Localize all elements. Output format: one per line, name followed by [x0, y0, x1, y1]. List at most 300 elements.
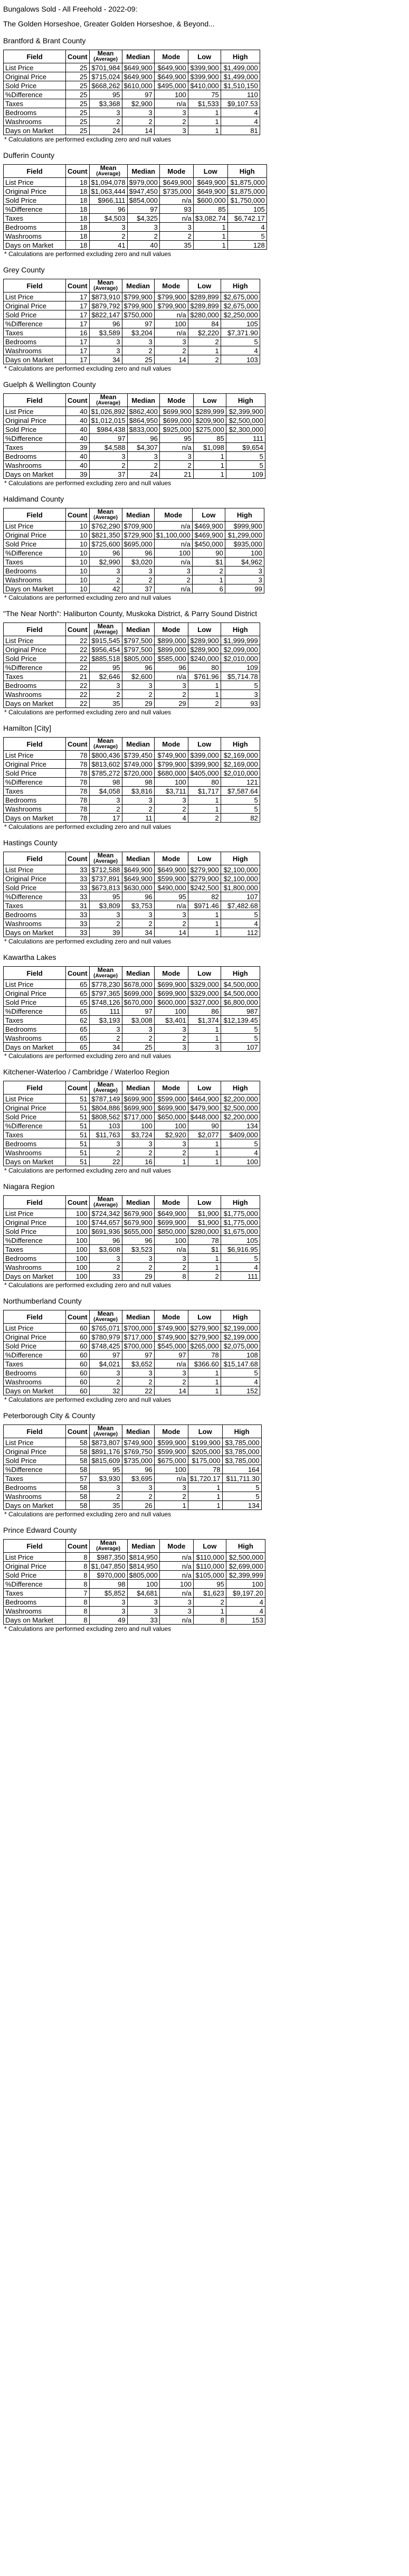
footnote: * Calculations are performed excluding zero and null values	[4, 136, 172, 143]
table-cell: $808,562	[89, 1112, 122, 1121]
column-header-mode: Mode	[154, 279, 188, 292]
field-name: Sold Price	[4, 1112, 66, 1121]
table-cell: 58	[66, 1447, 90, 1456]
table-cell: $4,962	[225, 558, 264, 567]
table-cell: $699,900	[122, 1094, 154, 1103]
field-name: Sold Price	[4, 1571, 66, 1580]
table-cell: $1,775,000	[221, 1209, 260, 1218]
table-cell: 8	[66, 1607, 90, 1616]
county-section	[3, 494, 406, 601]
table-cell: 78	[66, 796, 90, 805]
column-header-low: Low	[188, 279, 221, 292]
table-cell: 3	[154, 1139, 188, 1148]
field-name: Taxes	[4, 787, 66, 796]
field-name: Bedrooms	[4, 567, 66, 575]
field-name: List Price	[4, 292, 66, 301]
table-row	[4, 1121, 260, 1130]
table-cell: $2,699,000	[226, 1562, 265, 1571]
footnote: * Calculations are performed excluding zero and null values	[4, 1396, 172, 1403]
table-cell: 2	[122, 1377, 154, 1386]
table-cell: $1,063,444	[89, 187, 127, 196]
table-cell: 3	[122, 1483, 154, 1492]
table-row	[4, 558, 264, 567]
column-header-median: Median	[122, 50, 154, 63]
field-name: Original Price	[4, 1103, 66, 1112]
field-name: Sold Price	[4, 769, 66, 778]
field-name: Original Price	[4, 874, 66, 883]
table-row	[4, 919, 260, 928]
table-cell: 18	[66, 178, 90, 187]
field-name: List Price	[4, 1438, 66, 1447]
table-cell: 100	[66, 1254, 90, 1263]
field-name: Original Price	[4, 1562, 66, 1571]
table-row	[4, 699, 260, 708]
table-cell: 39	[66, 443, 90, 452]
table-cell: $854,000	[127, 196, 159, 205]
table-cell: 58	[66, 1465, 90, 1474]
table-row	[4, 814, 260, 823]
column-header-count: Count	[66, 1425, 90, 1438]
table-cell: 93	[159, 205, 193, 214]
table-cell: 14	[154, 928, 188, 937]
table-cell: 100	[154, 1121, 188, 1130]
table-cell: 97	[122, 1351, 154, 1360]
table-cell: 3	[154, 910, 188, 919]
table-cell: $464,900	[188, 1094, 221, 1103]
table-cell: n/a	[154, 558, 192, 567]
table-cell: $3,785,000	[222, 1438, 261, 1447]
table-cell: n/a	[159, 1553, 193, 1562]
footnote: * Calculations are performed excluding zero and null values	[4, 1511, 172, 1518]
table-cell: $699,900	[154, 1103, 188, 1112]
field-name: %Difference	[4, 90, 66, 99]
field-name: Taxes	[4, 672, 66, 681]
header-row	[4, 1081, 260, 1094]
table-row	[4, 769, 260, 778]
column-header-mean	[89, 738, 122, 751]
table-cell: 3	[122, 1369, 154, 1377]
footnote: * Calculations are performed excluding zero and null values	[4, 1625, 172, 1633]
field-name: Bedrooms	[4, 796, 66, 805]
table-cell: 17	[66, 319, 90, 328]
table-cell: 97	[154, 1351, 188, 1360]
table-cell: 103	[89, 1121, 122, 1130]
table-cell: 8	[66, 1553, 90, 1562]
table-cell: 2	[188, 355, 221, 364]
table-cell: $1,623	[193, 1589, 226, 1598]
table-row	[4, 1272, 260, 1281]
column-header-mean	[89, 50, 122, 63]
table-cell: $725,600	[89, 540, 122, 549]
table-cell: 100	[226, 1580, 265, 1589]
column-header-low: Low	[188, 852, 221, 865]
table-cell: 65	[66, 1043, 90, 1052]
column-header-low: Low	[188, 623, 221, 636]
mean-label: Mean	[97, 852, 114, 859]
table-cell: 2	[122, 1034, 154, 1043]
table-cell: 2	[154, 805, 188, 814]
mean-label: Mean	[97, 1424, 114, 1432]
column-header-count: Count	[66, 1081, 90, 1094]
table-cell: n/a	[159, 1616, 193, 1625]
column-header-high: High	[226, 394, 265, 407]
table-cell: 82	[221, 814, 260, 823]
column-header-high: High	[222, 1425, 261, 1438]
table-cell: 22	[66, 636, 90, 645]
table-cell: 100	[154, 90, 188, 99]
field-name: List Price	[4, 1324, 66, 1333]
table-cell: $409,000	[221, 1130, 260, 1139]
table-cell: $199,900	[188, 1438, 222, 1447]
county-name: Grey County	[3, 266, 45, 274]
table-cell: 10	[66, 575, 90, 584]
county-name: Dufferin County	[3, 151, 55, 159]
table-cell: $110,000	[193, 1562, 226, 1571]
column-header-high: High	[221, 1196, 260, 1209]
field-name: Days on Market	[4, 1157, 66, 1166]
table-cell: 3	[154, 681, 188, 690]
field-name: Washrooms	[4, 1607, 66, 1616]
column-header-mean	[89, 1425, 122, 1438]
field-name: List Price	[4, 636, 66, 645]
table-cell: 17	[66, 346, 90, 355]
table-cell: 33	[66, 892, 90, 901]
column-header-field: Field	[4, 1425, 66, 1438]
table-row	[4, 1553, 265, 1562]
column-header-median: Median	[122, 508, 154, 522]
field-name: Taxes	[4, 1360, 66, 1369]
column-header-count: Count	[66, 738, 90, 751]
county-name: Northumberland County	[3, 1297, 82, 1305]
field-name: Sold Price	[4, 1227, 66, 1236]
table-cell: 22	[89, 1157, 122, 1166]
table-cell: 14	[154, 355, 188, 364]
table-cell: 100	[66, 1227, 90, 1236]
table-cell: 32	[89, 1386, 122, 1395]
table-cell: 81	[221, 126, 260, 135]
column-header-mode: Mode	[159, 1540, 193, 1553]
table-cell: $668,262	[89, 81, 122, 90]
table-row	[4, 1589, 265, 1598]
column-header-count: Count	[66, 50, 90, 63]
mean-sublabel: (Average)	[93, 1202, 118, 1208]
table-row	[4, 883, 260, 892]
column-header-median: Median	[127, 1540, 159, 1553]
table-cell: 8	[66, 1562, 90, 1571]
table-cell: $209,900	[193, 416, 226, 425]
table-row	[4, 434, 265, 443]
table-cell: 100	[127, 1580, 159, 1589]
county-section	[3, 609, 406, 716]
table-cell: $925,000	[159, 425, 193, 434]
table-cell: 8	[154, 1272, 188, 1281]
table-cell: 60	[66, 1386, 90, 1395]
table-cell: 2	[122, 690, 154, 699]
table-row	[4, 1360, 260, 1369]
table-cell: 3	[122, 1254, 154, 1263]
column-header-high: High	[221, 852, 260, 865]
column-header-mode: Mode	[154, 50, 188, 63]
table-cell: 51	[66, 1139, 90, 1148]
table-cell: 3	[225, 567, 264, 575]
footnote: * Calculations are performed excluding zero and null values	[4, 365, 172, 372]
table-cell: $3,589	[89, 328, 122, 337]
table-cell: $822,147	[89, 310, 122, 319]
table-cell: $279,900	[188, 874, 221, 883]
column-header-field: Field	[4, 165, 66, 178]
table-cell: 3	[159, 452, 193, 461]
table-cell: 100	[154, 1007, 188, 1016]
table-cell: $329,000	[188, 989, 221, 998]
table-cell: $800,436	[89, 751, 122, 760]
field-name: %Difference	[4, 205, 66, 214]
table-cell: $2,500,000	[226, 1553, 265, 1562]
column-header-median: Median	[122, 967, 154, 980]
table-cell: 18	[66, 241, 90, 250]
table-row	[4, 910, 260, 919]
stats-table	[3, 622, 260, 708]
column-header-count: Count	[66, 279, 90, 292]
table-cell: 2	[154, 919, 188, 928]
table-cell: $649,900	[154, 63, 188, 72]
table-cell: 105	[221, 319, 260, 328]
table-row	[4, 319, 260, 328]
table-cell: 4	[221, 1148, 260, 1157]
table-cell: 1	[188, 928, 221, 937]
table-cell: 105	[227, 205, 267, 214]
table-cell: 33	[127, 1616, 159, 1625]
table-cell: 60	[66, 1333, 90, 1342]
table-cell: 22	[66, 663, 90, 672]
table-cell: 58	[66, 1438, 90, 1447]
stats-table	[3, 737, 260, 823]
table-cell: $691,936	[89, 1227, 122, 1236]
column-header-high: High	[225, 508, 264, 522]
table-row	[4, 980, 260, 989]
field-name: Washrooms	[4, 346, 66, 355]
table-row	[4, 796, 260, 805]
table-cell: $2,169,000	[221, 751, 260, 760]
table-cell: $797,500	[122, 636, 154, 645]
table-cell: 2	[122, 1263, 154, 1272]
table-cell: 152	[221, 1386, 260, 1395]
table-cell: 2	[89, 575, 122, 584]
table-cell: $862,400	[127, 407, 159, 416]
table-cell: 22	[66, 681, 90, 690]
column-header-median: Median	[122, 1196, 154, 1209]
mean-label: Mean	[100, 1539, 117, 1546]
table-cell: $737,891	[89, 874, 122, 883]
table-cell: $599,000	[154, 1094, 188, 1103]
table-cell: 112	[221, 928, 260, 937]
mean-sublabel: (Average)	[93, 1317, 118, 1323]
table-cell: 97	[122, 1007, 154, 1016]
table-cell: 5	[227, 232, 267, 241]
table-cell: 51	[66, 1148, 90, 1157]
table-cell: 2	[89, 1263, 122, 1272]
table-cell: 97	[89, 434, 127, 443]
column-header-mode: Mode	[154, 508, 192, 522]
table-cell: 3	[89, 452, 127, 461]
table-cell: 1	[188, 681, 221, 690]
table-cell: $765,071	[89, 1324, 122, 1333]
county-name: Haldimand County	[3, 495, 64, 503]
table-row	[4, 1254, 260, 1263]
table-cell: $1,900	[188, 1218, 221, 1227]
mean-sublabel: (Average)	[93, 1088, 118, 1093]
table-cell: 25	[66, 72, 90, 81]
table-cell: $650,000	[154, 1112, 188, 1121]
table-cell: $599,900	[154, 1438, 188, 1447]
table-cell: 5	[222, 1492, 261, 1501]
table-row	[4, 1465, 262, 1474]
table-row	[4, 443, 265, 452]
table-cell: 1	[154, 1157, 188, 1166]
column-header-mode: Mode	[159, 165, 193, 178]
table-cell: 2	[154, 1148, 188, 1157]
table-cell: $3,020	[122, 558, 154, 567]
header-row	[4, 967, 260, 980]
field-name: Taxes	[4, 1589, 66, 1598]
table-cell: 1	[188, 1483, 222, 1492]
mean-sublabel: (Average)	[93, 515, 118, 521]
table-cell: 96	[89, 1236, 122, 1245]
table-cell: $3,523	[122, 1245, 154, 1254]
table-cell: $1,999,999	[221, 636, 260, 645]
field-name: Days on Market	[4, 1616, 66, 1625]
column-header-high: High	[221, 623, 260, 636]
table-cell: $749,900	[122, 1438, 154, 1447]
table-cell: 2	[154, 1034, 188, 1043]
page-subtitle: The Golden Horseshoe, Greater Golden Horseshoe, & Beyond...	[3, 20, 215, 28]
table-cell: $289,900	[188, 636, 221, 645]
table-cell: 5	[221, 1139, 260, 1148]
table-cell: 22	[66, 699, 90, 708]
column-header-high: High	[221, 1081, 260, 1094]
mean-sublabel: (Average)	[93, 286, 118, 291]
table-row	[4, 690, 260, 699]
column-header-low: Low	[193, 1540, 226, 1553]
table-cell: 2	[89, 805, 122, 814]
table-row	[4, 1157, 260, 1166]
table-cell: 3	[154, 567, 192, 575]
table-cell: $679,900	[122, 1209, 154, 1218]
column-header-median: Median	[122, 1310, 154, 1324]
table-cell: $599,900	[154, 874, 188, 883]
column-header-count: Count	[66, 1310, 90, 1324]
table-row	[4, 301, 260, 310]
field-name: %Difference	[4, 319, 66, 328]
table-cell: 1	[188, 1025, 221, 1034]
table-cell: $769,750	[122, 1447, 154, 1456]
table-cell: 2	[122, 346, 154, 355]
table-cell: 60	[66, 1360, 90, 1369]
table-row	[4, 1333, 260, 1342]
table-cell: $885,518	[89, 654, 122, 663]
table-cell: 10	[66, 531, 90, 540]
field-name: List Price	[4, 1209, 66, 1218]
table-cell: 22	[66, 645, 90, 654]
field-name: List Price	[4, 1094, 66, 1103]
table-cell: $2,675,000	[221, 292, 260, 301]
table-cell: 58	[66, 1483, 90, 1492]
table-cell: $1,675,000	[221, 1227, 260, 1236]
table-cell: 37	[89, 470, 127, 479]
table-cell: 99	[225, 584, 264, 593]
table-cell: $469,900	[192, 531, 225, 540]
table-row	[4, 1103, 260, 1112]
table-cell: 96	[122, 549, 154, 558]
table-row	[4, 1483, 262, 1492]
table-cell: $175,000	[188, 1456, 222, 1465]
table-cell: $999,900	[225, 522, 264, 531]
table-cell: 25	[66, 63, 90, 72]
table-cell: $780,979	[89, 1333, 122, 1342]
table-cell: $6,916.95	[221, 1245, 260, 1254]
field-name: Bedrooms	[4, 910, 66, 919]
table-cell: 3	[154, 1254, 188, 1263]
table-cell: 5	[221, 796, 260, 805]
table-cell: 25	[66, 126, 90, 135]
county-name: Guelph & Wellington County	[3, 380, 96, 389]
column-header-high: High	[226, 1540, 265, 1553]
table-cell: 49	[89, 1616, 127, 1625]
table-cell: $785,272	[89, 769, 122, 778]
stats-table	[3, 1195, 260, 1281]
table-cell: $797,365	[89, 989, 122, 998]
field-name: Original Price	[4, 989, 66, 998]
table-cell: 97	[122, 90, 154, 99]
table-cell: 1	[188, 126, 221, 135]
mean-label: Mean	[97, 1310, 114, 1317]
table-row	[4, 407, 265, 416]
field-name: List Price	[4, 1553, 66, 1562]
mean-sublabel: (Average)	[96, 400, 120, 406]
table-cell: 51	[66, 1103, 90, 1112]
table-cell: 4	[221, 1377, 260, 1386]
table-cell: 1	[193, 461, 226, 470]
table-cell: $289,899	[188, 301, 221, 310]
table-cell: $899,000	[154, 645, 188, 654]
table-row	[4, 901, 260, 910]
footnote: * Calculations are performed excluding zero and null values	[4, 1052, 172, 1060]
table-cell: 2	[122, 919, 154, 928]
table-cell: 1	[188, 1377, 221, 1386]
footnote: * Calculations are performed excluding zero and null values	[4, 709, 172, 716]
table-row	[4, 865, 260, 874]
mean-label: Mean	[97, 279, 114, 286]
table-row	[4, 1456, 262, 1465]
table-cell: 51	[66, 1157, 90, 1166]
table-cell: 21	[159, 470, 193, 479]
table-cell: 40	[127, 241, 159, 250]
table-cell: 24	[89, 126, 122, 135]
field-name: Washrooms	[4, 117, 66, 126]
table-cell: 25	[66, 81, 90, 90]
field-name: List Price	[4, 178, 66, 187]
column-header-field: Field	[4, 623, 66, 636]
table-cell: 14	[122, 126, 154, 135]
column-header-high: High	[227, 165, 267, 178]
table-cell: $699,900	[159, 407, 193, 416]
column-header-mode: Mode	[154, 1081, 188, 1094]
mean-sublabel: (Average)	[96, 171, 120, 177]
table-cell: 121	[221, 778, 260, 787]
field-name: %Difference	[4, 1580, 66, 1589]
table-cell: 1	[188, 1263, 221, 1272]
field-name: Bedrooms	[4, 681, 66, 690]
table-row	[4, 1236, 260, 1245]
